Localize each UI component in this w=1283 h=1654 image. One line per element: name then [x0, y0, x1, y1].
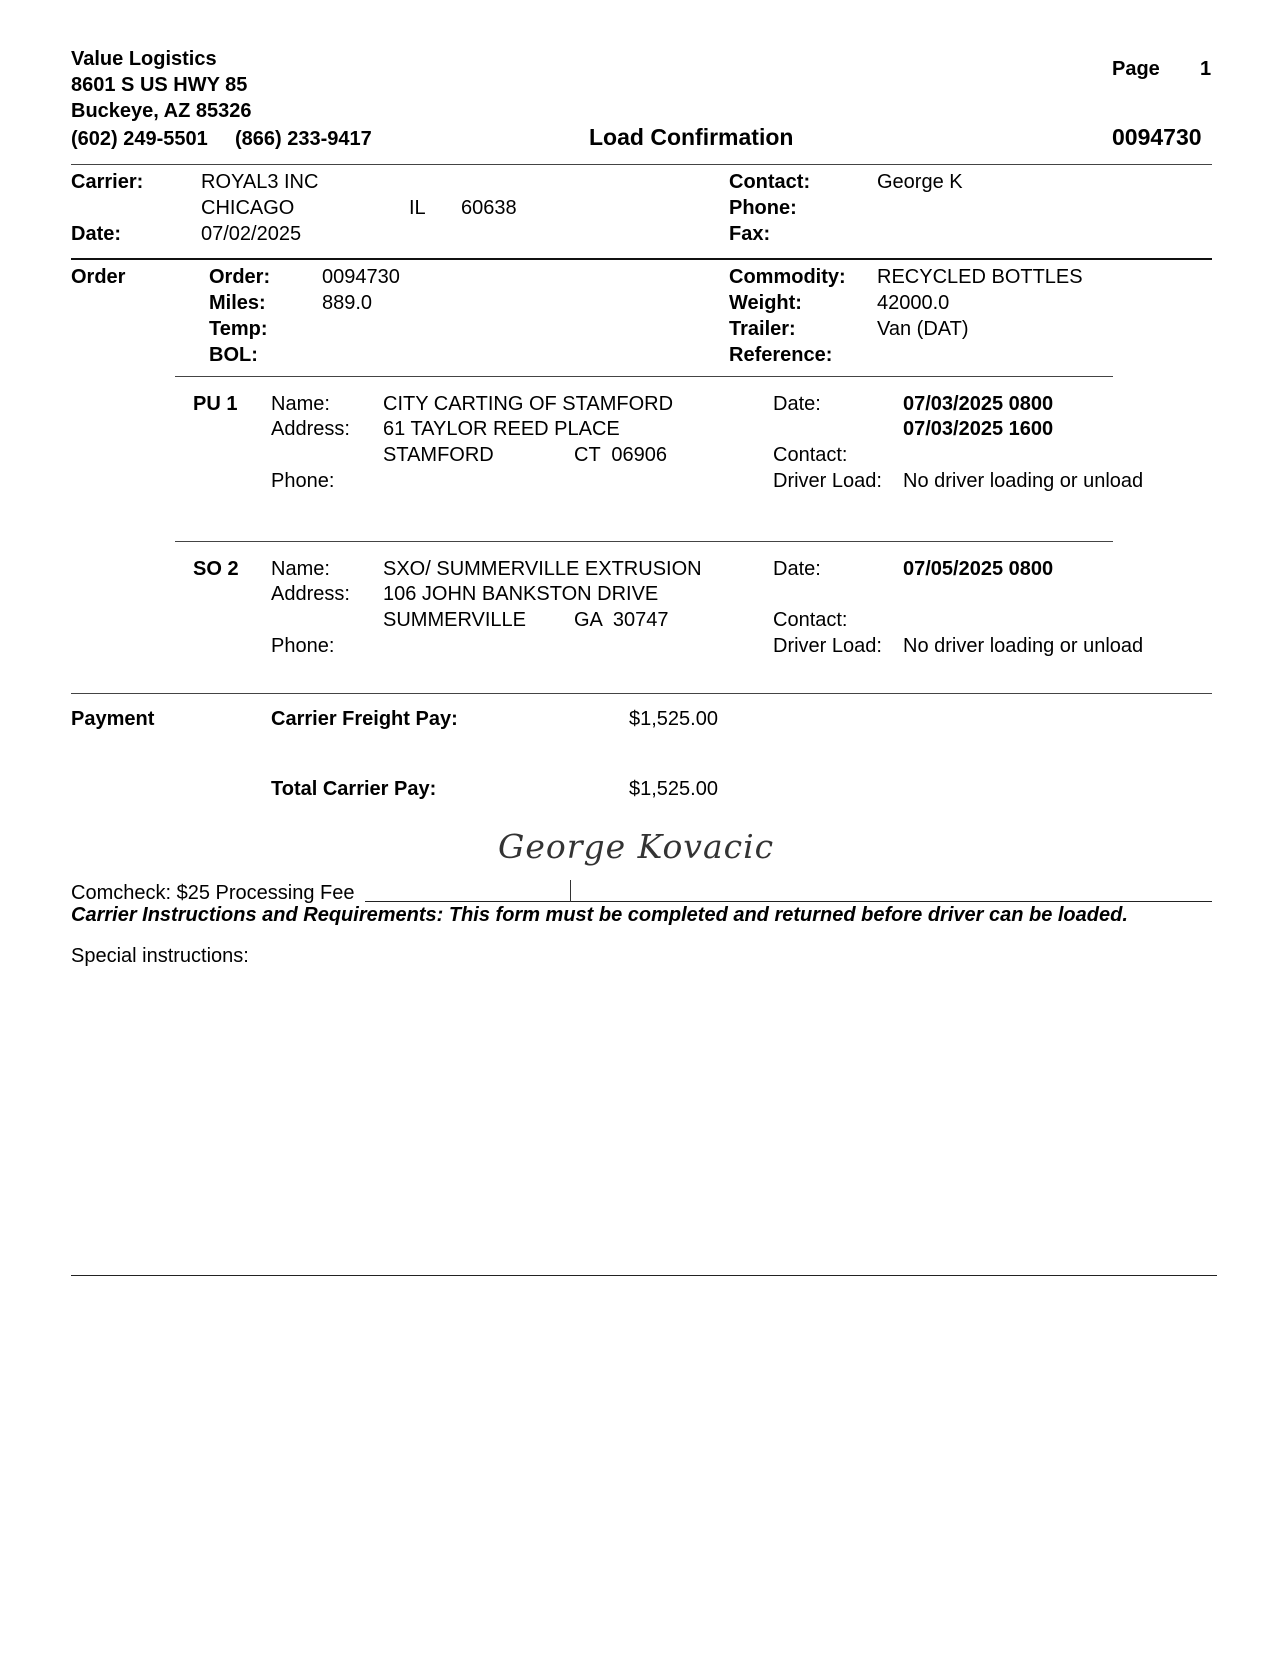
stop-name-label: Name:: [271, 558, 330, 580]
payment-section-label: Payment: [71, 708, 155, 730]
carrier-fax-label: Fax:: [729, 223, 771, 245]
company-address-line1: 8601 S US HWY 85: [71, 74, 248, 96]
stop-date-end: 07/03/2025 1600: [903, 418, 1054, 440]
stop-driver-load-label: Driver Load:: [773, 470, 882, 492]
commodity-label: Commodity:: [729, 266, 846, 288]
carrier-zip: 60638: [461, 197, 517, 219]
stop-date-start: 07/03/2025 0800: [903, 393, 1054, 415]
total-pay-label: Total Carrier Pay:: [271, 778, 437, 800]
carrier-city: CHICAGO: [201, 197, 295, 219]
company-address-line2: Buckeye, AZ 85326: [71, 100, 252, 122]
page-label: Page: [1112, 58, 1160, 80]
trailer-value: Van (DAT): [877, 318, 969, 340]
stop-contact-label: Contact:: [773, 444, 848, 466]
carrier-label: Carrier:: [71, 171, 144, 193]
signature-stroke: [570, 880, 571, 902]
stop-driver-load: No driver loading or unload: [903, 635, 1144, 657]
signature: George Kovacic: [498, 827, 775, 866]
stop-date-label: Date:: [773, 393, 821, 415]
bottom-rule: [71, 1275, 1217, 1276]
document-number: 0094730: [1112, 124, 1202, 150]
order-temp-label: Temp:: [209, 318, 268, 340]
stop-code: SO 2: [193, 558, 239, 580]
carrier-state: IL: [409, 197, 426, 219]
order-bol-label: BOL:: [209, 344, 258, 366]
carrier-date: 07/02/2025: [201, 223, 302, 245]
company-name: Value Logistics: [71, 48, 217, 70]
carrier-divider: [71, 258, 1212, 260]
comcheck-fee: Comcheck: $25 Processing Fee: [71, 882, 355, 904]
stop-address-label: Address:: [271, 418, 350, 440]
order-number: 0094730: [322, 266, 400, 288]
carrier-name: ROYAL3 INC: [201, 171, 319, 193]
freight-pay-amount: $1,525.00: [629, 708, 718, 730]
stops-divider: [71, 693, 1212, 694]
stop-contact-label: Contact:: [773, 609, 848, 631]
carrier-contact: George K: [877, 171, 963, 193]
trailer-label: Trailer:: [729, 318, 796, 340]
special-instructions-label: Special instructions:: [71, 945, 249, 967]
carrier-phone-label: Phone:: [729, 197, 797, 219]
stop-address-label: Address:: [271, 583, 350, 605]
stop-name: CITY CARTING OF STAMFORD: [383, 393, 674, 415]
weight-label: Weight:: [729, 292, 802, 314]
stop-state-zip: GA 30747: [574, 609, 669, 631]
stop-driver-load-label: Driver Load:: [773, 635, 882, 657]
stop-address: 106 JOHN BANKSTON DRIVE: [383, 583, 659, 605]
weight-value: 42000.0: [877, 292, 950, 314]
stop-phone-label: Phone:: [271, 635, 335, 657]
stop-address: 61 TAYLOR REED PLACE: [383, 418, 620, 440]
company-phone-1: (602) 249-5501: [71, 128, 208, 150]
total-pay-amount: $1,525.00: [629, 778, 718, 800]
carrier-contact-label: Contact:: [729, 171, 811, 193]
reference-label: Reference:: [729, 344, 833, 366]
company-phone-2: (866) 233-9417: [235, 128, 372, 150]
freight-pay-label: Carrier Freight Pay:: [271, 708, 458, 730]
order-miles-label: Miles:: [209, 292, 266, 314]
stop-state-zip: CT 06906: [574, 444, 668, 466]
stop-code: PU 1: [193, 393, 238, 415]
stop-city: SUMMERVILLE: [383, 609, 527, 631]
stop-phone-label: Phone:: [271, 470, 335, 492]
stop-driver-load: No driver loading or unload: [903, 470, 1144, 492]
stop-name: SXO/ SUMMERVILLE EXTRUSION: [383, 558, 702, 580]
carrier-instructions: Carrier Instructions and Requirements: This form must be completed and returned before driver can be loaded.: [71, 904, 1128, 926]
order-divider: [175, 376, 1113, 377]
order-section-label: Order: [71, 266, 126, 288]
carrier-date-label: Date:: [71, 223, 122, 245]
commodity-value: RECYCLED BOTTLES: [877, 266, 1083, 288]
order-miles: 889.0: [322, 292, 373, 314]
stop-city: STAMFORD: [383, 444, 494, 466]
page-number: 1: [1200, 58, 1212, 80]
header-divider: [71, 164, 1212, 165]
document-title: Load Confirmation: [589, 124, 794, 150]
order-number-label: Order:: [209, 266, 271, 288]
stop-name-label: Name:: [271, 393, 330, 415]
stop-date-label: Date:: [773, 558, 821, 580]
stop-date-start: 07/05/2025 0800: [903, 558, 1054, 580]
stop-divider: [175, 541, 1113, 542]
